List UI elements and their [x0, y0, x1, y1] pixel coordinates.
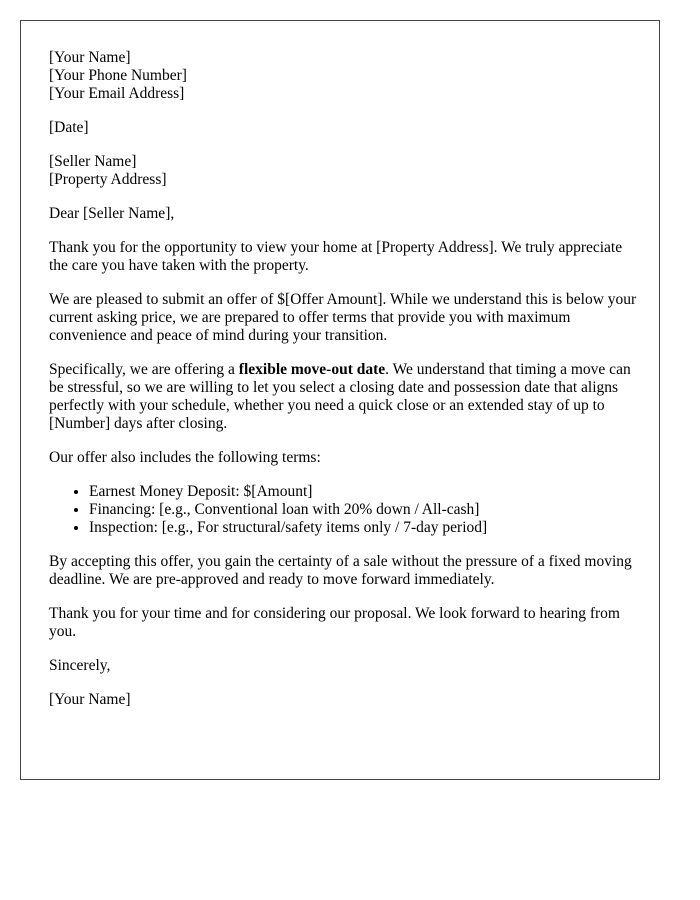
recipient-address: [Property Address]: [49, 171, 167, 188]
sender-email: [Your Email Address]: [49, 85, 185, 102]
sender-phone: [Your Phone Number]: [49, 67, 187, 84]
signoff: Sincerely,: [49, 657, 111, 674]
paragraph-terms-intro: Our offer also includes the following terms:: [49, 449, 321, 466]
term-item-earnest-money: • Earnest Money Deposit: $[Amount]: [89, 483, 639, 501]
letter-page: [20, 20, 660, 780]
sender-block: [49, 49, 639, 103]
salutation: Dear [Seller Name],: [49, 205, 175, 222]
sender-name: [Your Name]: [49, 49, 131, 66]
paragraph-flexible: [49, 361, 639, 433]
term-item-inspection: • Inspection: [e.g., For structural/safety items only / 7-day period]: [89, 519, 639, 537]
recipient-block: [49, 153, 639, 189]
flexible-prefix: Specifically, we are offering a: [49, 361, 239, 378]
letter-body: [49, 49, 639, 725]
flexible-suffix: . We understand that timing a move can be stressful, so we are willing to let you select a closing date and possession date that aligns perfectly with your schedule, whether you need a quick close or an extended stay of up to [Number] days after closing.: [49, 361, 631, 432]
paragraph-thanks: Thank you for the opportunity to view your home at [Property Address]. We truly appreciate the care you have taken with the property.: [49, 239, 623, 274]
paragraph-certainty: By accepting this offer, you gain the certainty of a sale without the pressure of a fixed moving deadline. We are pre-approved and ready to move forward immediately.: [49, 553, 632, 588]
letter-date: [Date]: [49, 119, 89, 136]
flexible-move-out-highlight: flexible move-out date: [238, 361, 386, 378]
paragraph-closing-thanks: Thank you for your time and for considering our proposal. We look forward to hearing from you.: [49, 605, 620, 640]
paragraph-offer: We are pleased to submit an offer of $[Offer Amount]. While we understand this is below your current asking price, we are prepared to offer terms that provide you with maximum convenience and peace of mind during your transition.: [49, 291, 637, 344]
recipient-name: [Seller Name]: [49, 153, 137, 170]
terms-list: [49, 483, 639, 537]
date-block: [49, 119, 639, 137]
term-item-financing: • Financing: [e.g., Conventional loan with 20% down / All-cash]: [89, 501, 639, 519]
signature-name: [Your Name]: [49, 691, 131, 708]
